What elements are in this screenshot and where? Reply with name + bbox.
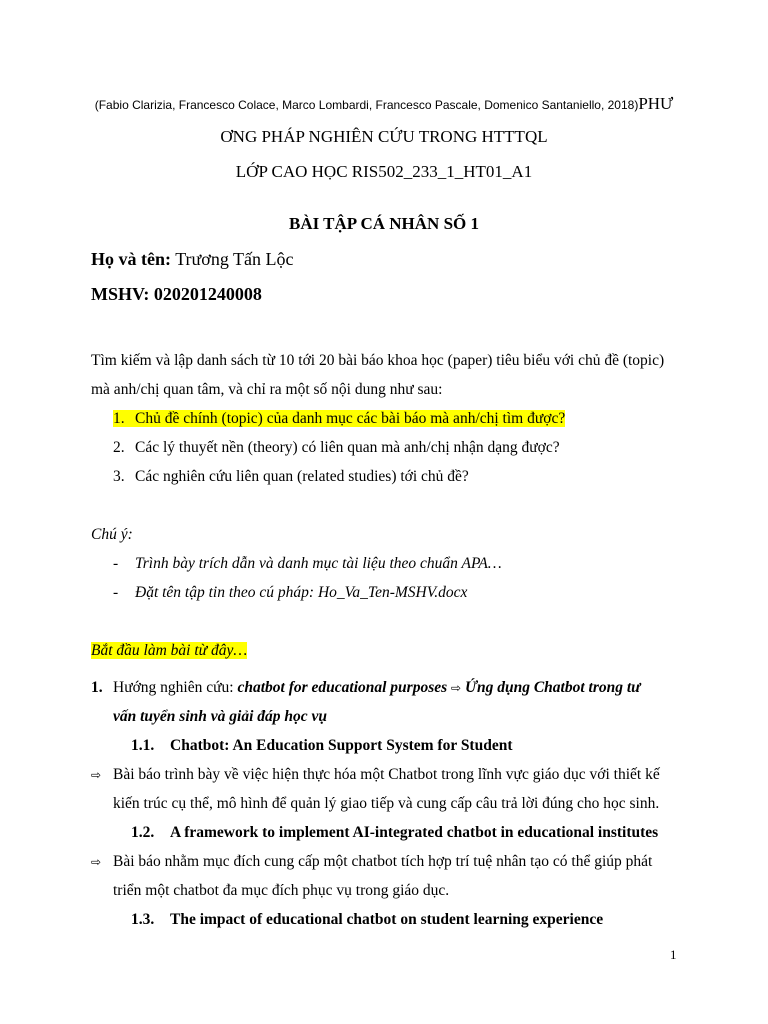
question-item-2 (113, 439, 560, 457)
question-number: 2. (113, 439, 125, 456)
paper-summary-1b: kiến trúc cụ thể, mô hình để quản lý giao tiếp và cung cấp câu trả lời đúng cho học sinh. (113, 795, 660, 812)
student-id-line (91, 284, 262, 305)
note-item-2 (113, 584, 467, 602)
question-text: Các nghiên cứu liên quan (related studies) tới chủ đề? (135, 468, 469, 485)
note-bullet: - (113, 584, 119, 601)
right-arrow-icon: ⇨ (91, 855, 102, 869)
page-number: 1 (670, 947, 677, 962)
note-text: Đặt tên tập tin theo cú pháp: Ho_Va_Ten-MSHV.docx (135, 584, 468, 601)
note-item-1 (113, 555, 502, 573)
paper-summary-2a: ⇨ Bài báo nhằm mục đích cung cấp một chatbot tích hợp trí tuệ nhân tạo có thể giúp phát (91, 853, 653, 870)
question-item-3 (113, 468, 469, 486)
paper-summary-1a: ⇨ Bài báo trình bày về việc hiện thực hóa một Chatbot trong lĩnh vực giáo dục với thiết kế (91, 766, 660, 783)
paper-title: Chatbot: An Education Support System for Student (170, 737, 513, 754)
right-arrow-icon: ⇨ (91, 768, 102, 782)
course-title: ƠNG PHÁP NGHIÊN CỨU TRONG HTTTQL (220, 127, 548, 146)
intro-line-2: mà anh/chị quan tâm, và chỉ ra một số nội dung như sau: (91, 381, 443, 398)
header-citation: (Fabio Clarizia, Francesco Colace, Marco Lombardi, Francesco Pascale, Domenico Santaniello, 2018) (94, 98, 639, 112)
paper-number: 1.2. (131, 824, 155, 841)
class-line: LỚP CAO HỌC RIS502_233_1_HT01_A1 (235, 162, 533, 181)
section-topic-en: chatbot for educational purposes (237, 679, 448, 696)
student-id-value: 020201240008 (153, 284, 262, 304)
paper-title: The impact of educational chatbot on student learning experience (170, 911, 604, 928)
paper-title: A framework to implement AI-integrated chatbot in educational institutes (170, 824, 659, 841)
question-text: Các lý thuyết nền (theory) có liên quan mà anh/chị nhận dạng được? (135, 439, 560, 456)
paper-title-2 (131, 824, 658, 842)
section-topic-vi-1: Ứng dụng Chatbot trong tư (461, 679, 641, 696)
paper-number: 1.1. (131, 737, 155, 754)
header-citation-line (0, 94, 768, 114)
student-id-label: MSHV: (91, 284, 150, 304)
question-number: 3. (113, 468, 125, 485)
header-title-part1: PHƯ (638, 94, 674, 113)
question-text: Chủ đề chính (topic) của danh mục các bài báo mà anh/chị tìm được? (135, 410, 566, 427)
paper-number: 1.3. (131, 911, 155, 928)
note-label: Chú ý: (91, 526, 133, 543)
section-prefix: Hướng nghiên cứu: (113, 679, 238, 696)
section-1-heading (91, 679, 640, 697)
paper-title-1 (131, 737, 513, 755)
student-name-value: Trương Tấn Lộc (175, 249, 294, 269)
paper-title-3 (131, 911, 603, 929)
student-name-line (91, 249, 293, 270)
paper-summary-2b: triển một chatbot đa mục đích phục vụ trong giáo dục. (113, 882, 450, 899)
note-bullet: - (113, 555, 119, 572)
section-number: 1. (91, 679, 103, 696)
section-topic-vi-2: vấn tuyển sinh và giải đáp học vụ (113, 708, 328, 725)
assignment-title: BÀI TẬP CÁ NHÂN SỐ 1 (288, 214, 480, 233)
intro-line-1: Tìm kiếm và lập danh sách từ 10 tới 20 bài báo khoa học (paper) tiêu biểu với chủ đề (topic) (91, 352, 665, 369)
student-name-label: Họ và tên: (91, 249, 171, 269)
right-arrow-icon: ⇨ (451, 681, 462, 695)
question-item-1 (113, 410, 565, 428)
question-number: 1. (113, 410, 125, 427)
start-marker: Bắt đầu làm bài từ đây… (91, 642, 248, 659)
note-text: Trình bày trích dẫn và danh mục tài liệu theo chuẩn APA… (135, 555, 502, 572)
